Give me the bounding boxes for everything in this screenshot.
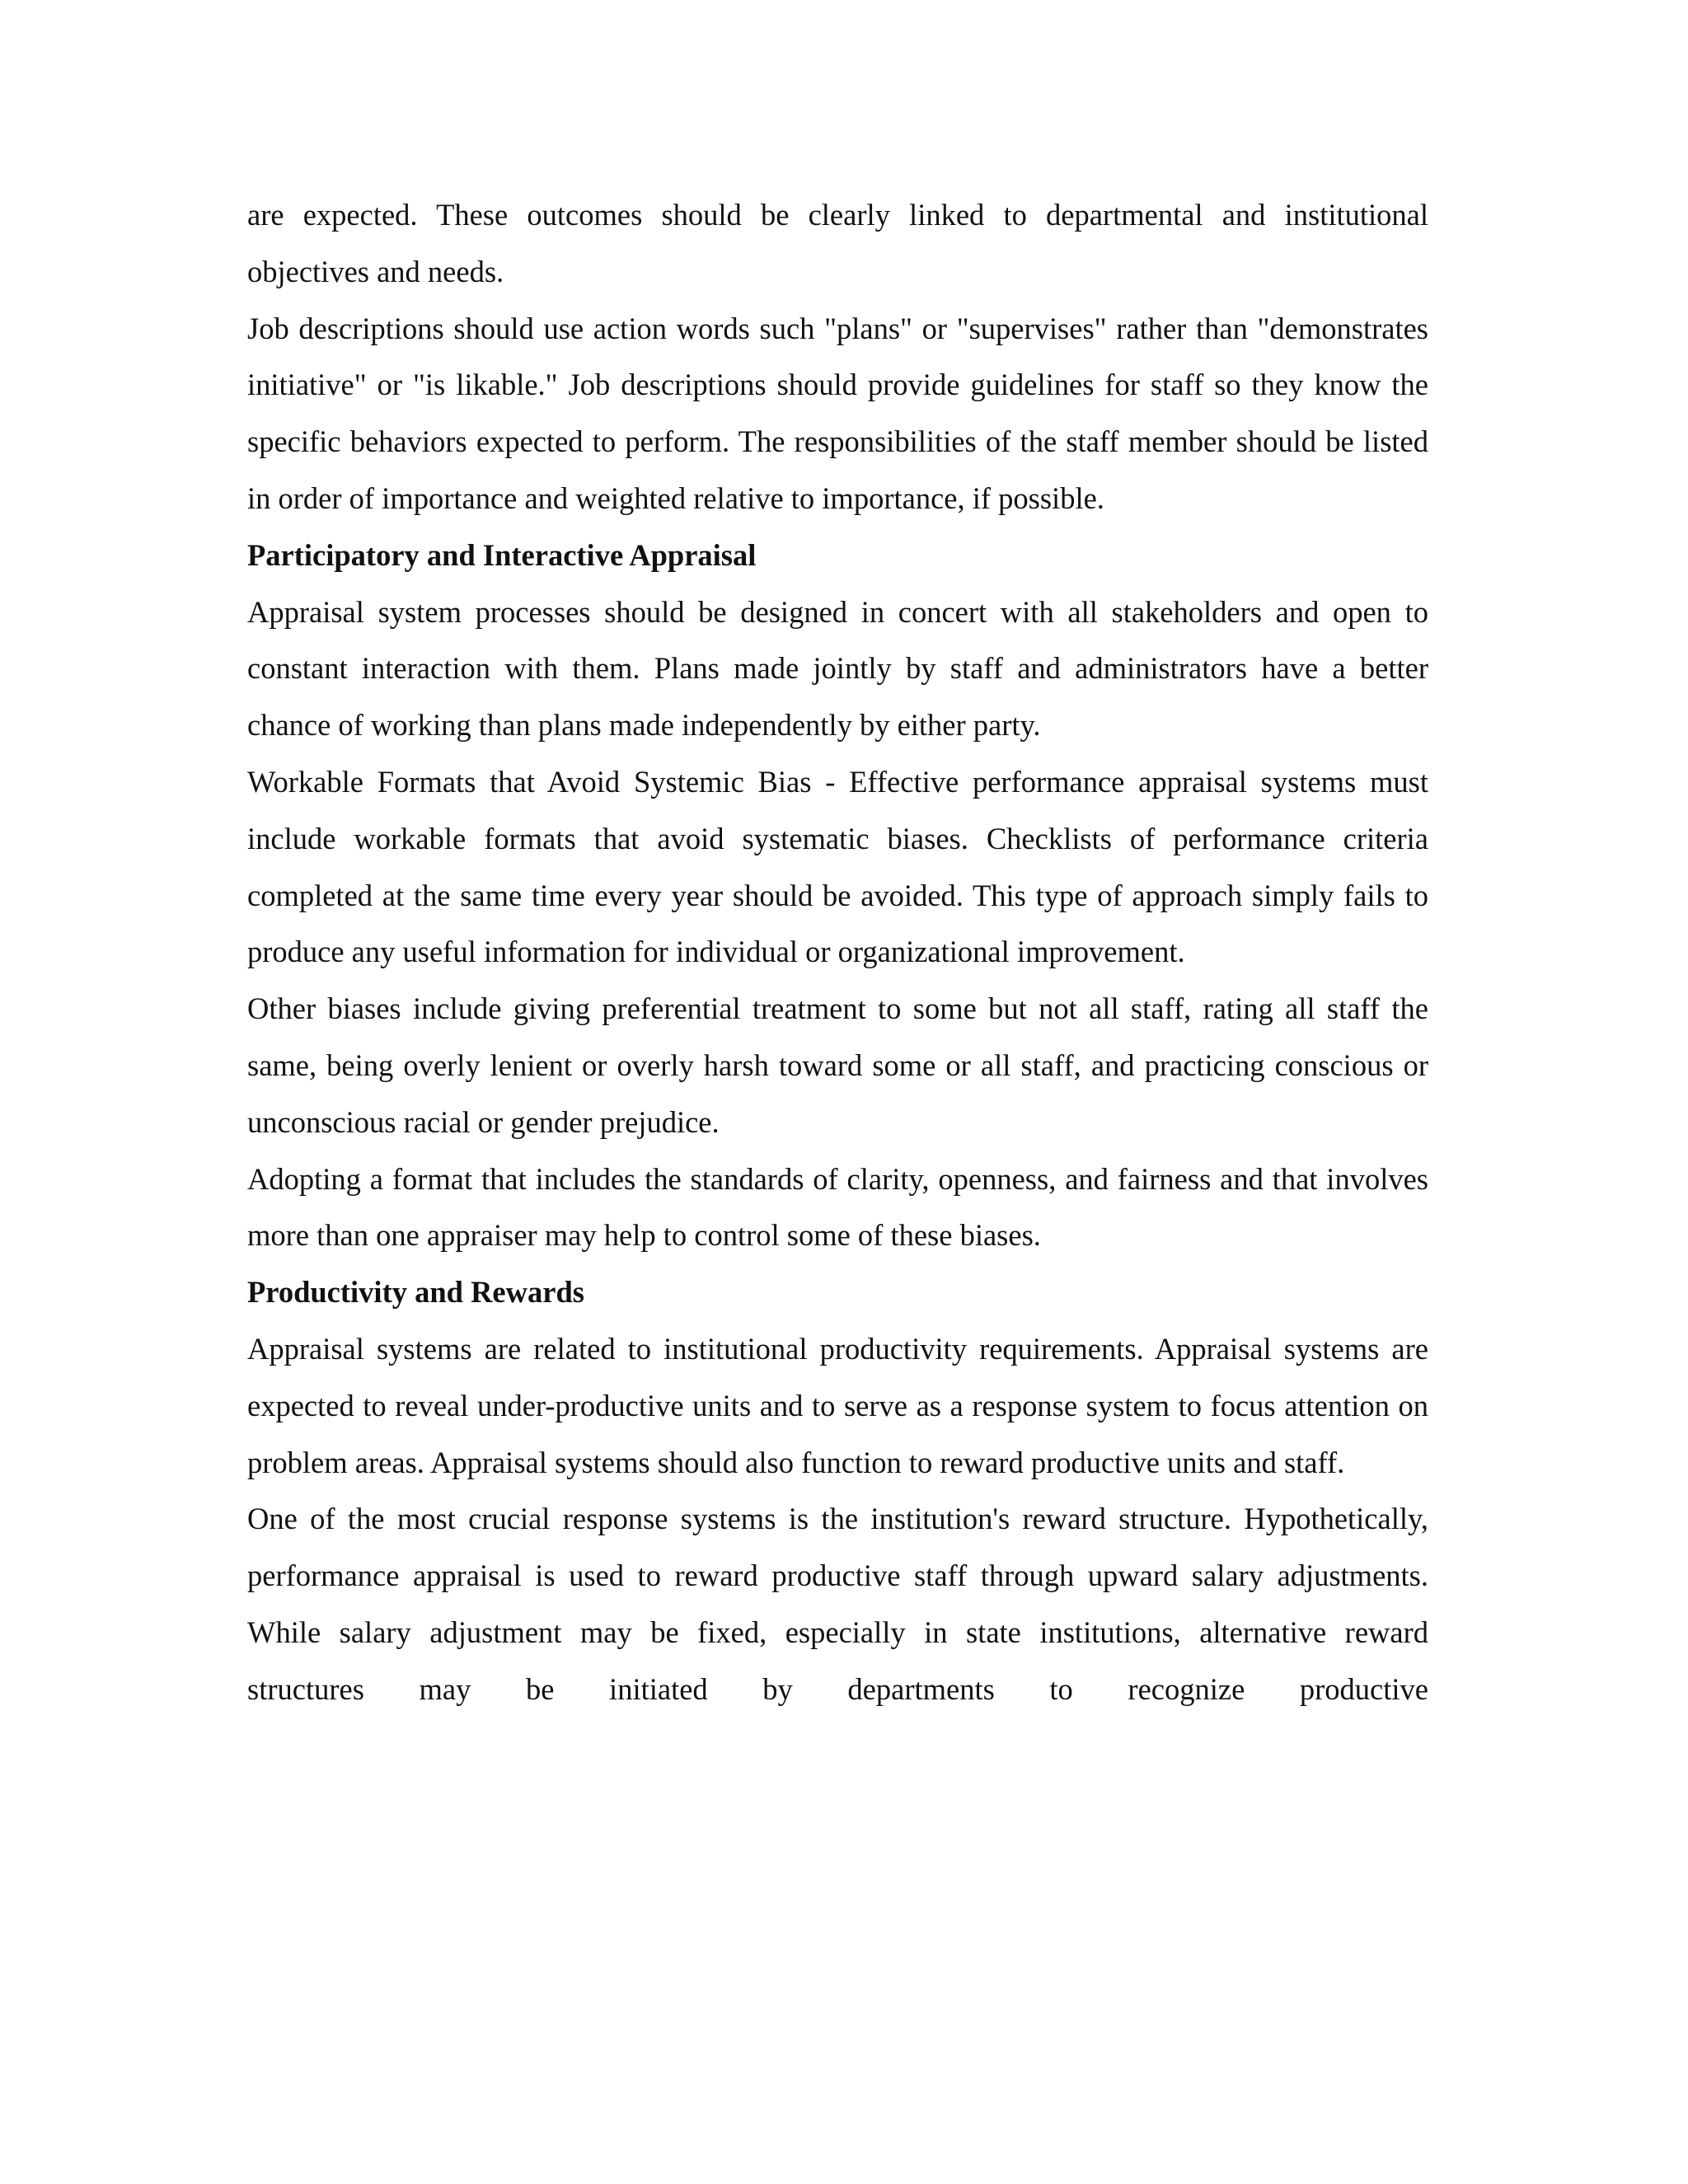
paragraph-other-biases: Other biases include giving preferential treatment to some but not all staff, rating all staff the same, being overly lenient or overly harsh toward some or all staff, and practicing conscious or unconscious racial or gender prejudice. — [247, 991, 1428, 1139]
paragraph-adopting-format: Adopting a format that includes the standards of clarity, openness, and fairness and that involves more than one appraiser may help to control some of these biases. — [247, 1161, 1428, 1253]
paragraph-workable-formats: Workable Formats that Avoid Systemic Bias - Effective performance appraisal systems must include workable formats that avoid systematic biases. Checklists of performance criteria completed at the same time every year should be avoided. This type of approach simply fails to produce any useful information for individual or organizational improvement. — [247, 764, 1428, 969]
paragraph-productivity-requirements: Appraisal systems are related to institutional productivity requirements. Appraisal systems are expected to reveal under-productive units and to serve as a response system to focus attention on problem areas. Appraisal systems should also function to reward productive units and staff. — [247, 1331, 1428, 1479]
paragraph-outcomes: are expected. These outcomes should be clearly linked to departmental and institutional objectives and needs. — [247, 198, 1428, 288]
paragraph-job-descriptions: Job descriptions should use action words such "plans" or "supervises" rather than "demonstrates initiative" or "is likable." Job descriptions should provide guidelines for staff so they know the specific behaviors expected to perform. The responsibilities of the staff member should be listed in order of importance and weighted relative to importance, if possible. — [247, 311, 1428, 515]
heading-participatory-appraisal: Participatory and Interactive Appraisal — [247, 537, 757, 572]
paragraph-appraisal-processes: Appraisal system processes should be designed in concert with all stakeholders and open to constant interaction with them. Plans made jointly by staff and administrators have a better chance of working than plans made independently by either party. — [247, 594, 1428, 743]
paragraph-reward-structure: One of the most crucial response systems is the institution's reward structure. Hypothetically, performance appraisal is used to reward productive staff through upward salary adjustments. While salary adjustment may be fixed, especially in state institutions, alternative reward structures may be initiated by departments to recognize productive — [247, 1502, 1428, 1706]
heading-productivity-rewards: Productivity and Rewards — [247, 1275, 584, 1310]
document-body — [247, 187, 1428, 1718]
